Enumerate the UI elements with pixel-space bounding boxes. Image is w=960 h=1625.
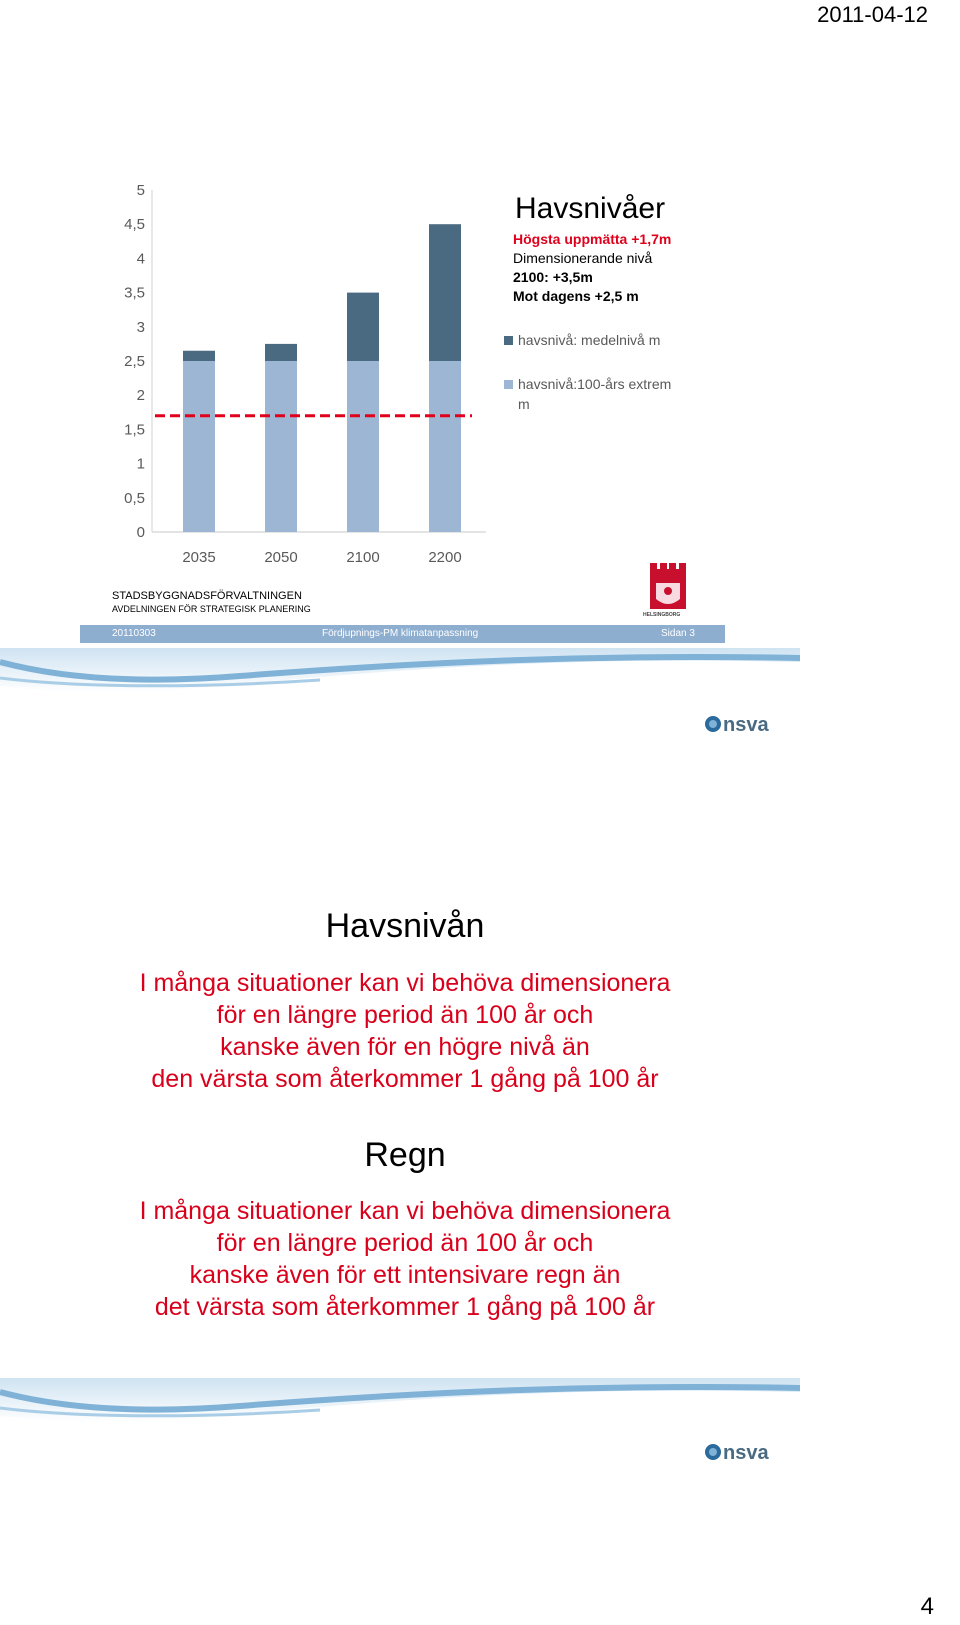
legend-label: havsnivå: medelnivå m: [518, 332, 661, 348]
y-tick-label: 0,5: [124, 489, 145, 507]
paragraph-regn: [0, 1195, 810, 1323]
department-subname: AVDELNINGEN FÖR STRATEGISK PLANERING: [112, 604, 311, 614]
x-tick-label: 2200: [428, 549, 462, 566]
y-tick-label: 4,5: [124, 216, 145, 234]
para1-line: för en längre period än 100 år och: [216, 1001, 594, 1029]
y-tick-label: 2,5: [124, 353, 145, 370]
x-tick-label: 2100: [346, 549, 380, 566]
y-tick-label: 5: [136, 182, 145, 199]
bar-mean-2200: [429, 224, 461, 361]
para1-line: kanske även för en högre nivå än: [220, 1033, 590, 1061]
svg-text:nsva: nsva: [723, 714, 769, 736]
y-tick-label: 1,5: [124, 421, 145, 439]
footer-date: 20110303: [112, 628, 156, 639]
bar-extreme-2200: [429, 361, 461, 532]
legend-label: havsnivå:100-års extrem m: [518, 376, 672, 412]
x-axis-ticks: [182, 549, 461, 566]
bar-extreme-2100: [347, 361, 379, 532]
heading-havsnivan: Havsnivån: [325, 907, 485, 945]
legend-swatch: [504, 336, 513, 345]
x-tick-label: 2035: [182, 549, 216, 566]
para2-line: det värsta som återkommer 1 gång på 100 år: [154, 1293, 656, 1321]
y-axis-ticks: [124, 182, 145, 541]
footer-page: Sidan 3: [661, 628, 695, 639]
y-tick-label: 3: [136, 318, 145, 336]
paragraph-havsnivan: [0, 967, 810, 1095]
bar-extreme-2035: [183, 361, 215, 532]
nsva-logo: [705, 712, 787, 736]
heading-regn: Regn: [364, 1136, 446, 1174]
wave-decoration: [0, 1378, 800, 1473]
para2-line: kanske även för ett intensivare regn än: [189, 1261, 621, 1289]
y-tick-label: 3,5: [124, 284, 145, 302]
sea-level-chart: [0, 0, 960, 640]
helsingborg-logo-text: HELSINGBORG: [643, 612, 681, 618]
x-tick-label: 2050: [264, 549, 298, 566]
note-2100: 2100: +3,5m: [513, 269, 593, 285]
svg-text:nsva: nsva: [723, 1442, 769, 1464]
note-design-level: Dimensionerande nivå: [513, 250, 653, 266]
note-today: Mot dagens +2,5 m: [513, 288, 639, 304]
helsingborg-logo: [646, 563, 690, 619]
bar-mean-2035: [183, 351, 215, 361]
footer-title: Fördjupnings-PM klimatanpassning: [322, 628, 479, 639]
page-date: 2011-04-12: [817, 2, 928, 27]
page-number: 4: [920, 1593, 934, 1620]
para1-line: I många situationer kan vi behöva dimensionera: [139, 969, 671, 997]
y-tick-label: 4: [136, 250, 145, 268]
note-highest-measured: Högsta uppmätta +1,7m: [513, 231, 672, 247]
chart-bars: [183, 224, 461, 532]
y-tick-label: 1: [136, 455, 145, 473]
department-name: STADSBYGGNADSFÖRVALTNINGEN: [112, 590, 302, 602]
para2-line: för en längre period än 100 år och: [216, 1229, 594, 1257]
wave-decoration: [0, 648, 800, 743]
para1-line: den värsta som återkommer 1 gång på 100 år: [151, 1065, 659, 1093]
y-tick-label: 0: [136, 524, 145, 541]
chart-legend: [504, 332, 671, 412]
para2-line: I många situationer kan vi behöva dimensionera: [139, 1197, 671, 1225]
y-tick-label: 2: [136, 387, 145, 405]
bar-mean-2100: [347, 293, 379, 361]
bar-extreme-2050: [265, 361, 297, 532]
chart-title: Havsnivåer: [515, 192, 666, 225]
bar-mean-2050: [265, 344, 297, 361]
nsva-logo: [705, 1440, 787, 1464]
legend-swatch: [504, 380, 513, 389]
